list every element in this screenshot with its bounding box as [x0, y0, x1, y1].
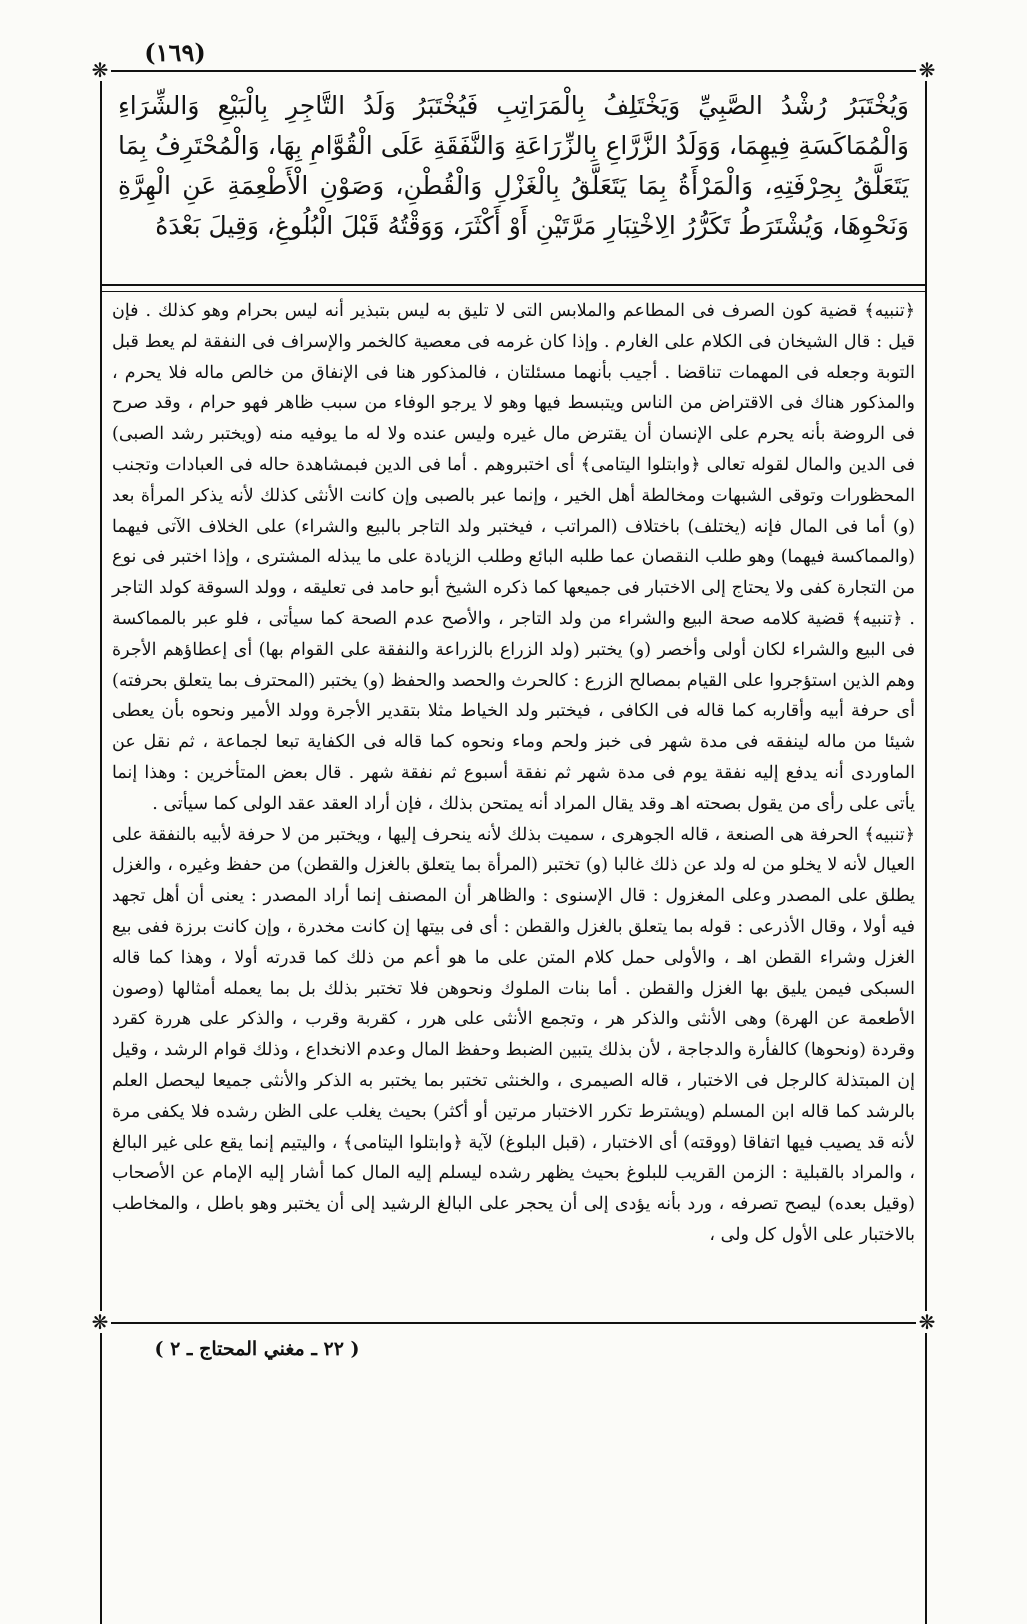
corner-ornament-icon: ❋ — [89, 59, 111, 81]
section-divider — [100, 284, 927, 292]
page-number: (١٦٩) — [144, 38, 206, 67]
commentary-paragraph: ﴿تنبيه﴾ قضية كون الصرف فى المطاعم والملابس التى لا تليق به ليس بتبذير أنه ليس بحرام وهو كذلك . فإن قيل : قال الشيخان فى الكلام على الغارم . وإذا كان غرمه فى معصية كالخمر والإسراف فى النفقة لم يعط قبل التوبة وجعله فى المهمات تناقضا . أجيب بأنهما مسئلتان ، فالمذكور هنا فى الإنفاق من خالص ماله فلا يحرم ، والمذكور هناك فى الاقتراض من الناس ويتبسط فيها وهو لا يرجو الوفاء من سبب ظاهر فهو حرام ، وقد صرح فى الروضة بأنه يحرم على الإنسان أن يقترض مال غيره وليس عنده ولا له ما يوفيه منه (ويختبر رشد الصبى) فى الدين والمال لقوله تعالى ﴿وابتلوا اليتامى﴾ أى اختبروهم . أما فى الدين فبمشاهدة حاله فى العبادات وتجنب المحظورات وتوقى الشبهات ومخالطة أهل الخير ، وإنما عبر بالصبى وإن كانت الأنثى كذلك لأنه يذكر المرأة بعد (و) أما فى المال فإنه (يختلف) باختلاف (المراتب ، فيختبر ولد التاجر بالبيع والشراء) على الخلاف الآتى فيهما (والمماكسة فيهما) وهو طلب النقصان عما طلبه البائع وطلب الزيادة على ما يبذله المشترى ، وإذا اختبر فى نوع من التجارة كفى ولا يحتاج إلى الاختبار فى جميعها كما ذكره الشيخ أبو حامد فى تعليقه ، وولد السوقة كولد التاجر . ﴿تنبيه﴾ قضية كلامه صحة البيع والشراء من ولد التاجر ، والأصح عدم الصحة كما سيأتى ، فلو عبر بالمماكسة فى البيع والشراء لكان أولى وأخصر (و) يختبر (ولد الزراع بالزراعة والنفقة على القوام بها) أى إعطاؤهم الأجرة وهم الذين استؤجروا على القيام بمصالح الزرع : كالحرث والحصد والحفظ (و) يختبر (المحترف بما يتعلق بحرفته) أى حرفة أبيه وأقاربه كما قاله فى الكافى ، فيختبر ولد الخياط مثلا بتقدير الأجرة وولد الأمير ونحوه بأن يعطى شيئا من ماله لينفقه فى مدة شهر فى خبز ولحم وماء ونحوه كما قاله فى الكفاية تبعا لجماعة ، ثم نقل عن الماوردى أنه يدفع إليه نفقة يوم فى مدة شهر ثم نفقة أسبوع ثم نفقة شهر . قال بعض المتأخرين : وهذا إنما يأتى على رأى من يقول بصحته اهـ وقد يقال المراد أنه يمتحن بذلك ، فإن أراد العقد عقد الولى كما سيأتى . — [112, 301, 915, 814]
corner-ornament-icon: ❋ — [89, 1311, 111, 1333]
commentary-sharh — [112, 296, 915, 1251]
commentary-paragraph: ﴿تنبيه﴾ الحرفة هى الصنعة ، قاله الجوهرى ، سميت بذلك لأنه ينحرف إليها ، ويختبر من لا حرفة لأبيه بالنفقة على العيال لأنه لا يخلو من له ولد عن ذلك غالبا (و) تختبر (المرأة بما يتعلق بالغزل والقطن) من حفظ وغيره ، والغزل يطلق على المصدر وعلى المغزول : قال الإسنوى : والظاهر أن المصنف إنما أراد المصدر : يعنى أن أهل تجهد فيه أولا ، وقال الأذرعى : قوله بما يتعلق بالغزل والقطن : أى فى بيتها إن كانت مخدرة ، وإن كانت برزة ففى بيع الغزل وشراء القطن اهـ ، والأولى حمل كلام المتن على ما هو أعم من ذلك كما قدرته أولا ، وهذا كما قاله السبكى فيمن يليق بها الغزل والقطن . أما بنات الملوك ونحوهن فلا تختبر بذلك بل بما يعمله أمثالها (وصون الأطعمة عن الهرة) وهى الأنثى والذكر هر ، وتجمع الأنثى على هرر ، كقربة وقرب ، والذكر على هررة كقرد وقردة (ونحوها) كالفأرة والدجاجة ، لأن بذلك يتبين الضبط وحفظ المال وعدم الانخداع ، وذلك قوام الرشد ، وقيل إن المبتذلة كالرجل فى الاختبار ، قاله الصيمرى ، والخنثى تختبر بما يختبر به الذكر والأنثى جميعا ليحصل العلم بالرشد كما قاله ابن المسلم (ويشترط تكرر الاختبار مرتين أو أكثر) بحيث يغلب على الظن رشده فلا يكفى مرة لأنه قد يصيب فيها اتفاقا (ووقته) أى الاختبار ، (قبل البلوغ) لآية ﴿وابتلوا اليتامى﴾ ، واليتيم إنما يقع على غير البالغ ، والمراد بالقبلية : الزمن القريب للبلوغ بحيث يظهر رشده ليسلم إليه المال كما أشار إليه الإمام عن الأصحاب (وقيل بعده) ليصح تصرفه ، ورد بأنه يؤدى إلى أن يحجر على البالغ الرشيد إلى أن يختبر وهو باطل ، والمخاطب بالاختبار على الأول كل ولى ، — [112, 824, 915, 1245]
top-rule — [92, 70, 935, 72]
corner-ornament-icon: ❋ — [916, 1311, 938, 1333]
corner-ornament-icon: ❋ — [916, 59, 938, 81]
main-matn-text: وَيُخْتَبَرُ رُشْدُ الصَّبِيِّ وَيَخْتَلِفُ بِالْمَرَاتِبِ فَيُخْتَبَرُ وَلَدُ التَّاجِرِ بِالْبَيْعِ وَالشِّرَاءِ وَالْمُمَاكَسَةِ فِيهِمَا، وَوَلَدُ الزَّرَّاعِ بِالزِّرَاعَةِ وَالنَّفَقَةِ عَلَى الْقُوَّامِ بِهَا، وَالْمُحْتَرِفُ بِمَا يَتَعَلَّقُ بِحِرْفَتِهِ، وَالْمَرْأَةُ بِمَا يَتَعَلَّقُ بِالْغَزْلِ وَالْقُطْنِ، وَصَوْنِ الْأَطْعِمَةِ عَنِ الْهِرَّةِ وَنَحْوِهَا، وَيُشْتَرَطُ تَكَرُّرُ الِاخْتِبَارِ مَرَّتَيْنِ أَوْ أَكْثَرَ، وَوَقْتُهُ قَبْلَ الْبُلُوغِ، وَقِيلَ بَعْدَهُ — [118, 91, 909, 240]
bottom-rule — [92, 1322, 935, 1324]
book-signature: ( ٢٢ ـ مغني المحتاج ـ ٢ ) — [154, 1338, 360, 1360]
